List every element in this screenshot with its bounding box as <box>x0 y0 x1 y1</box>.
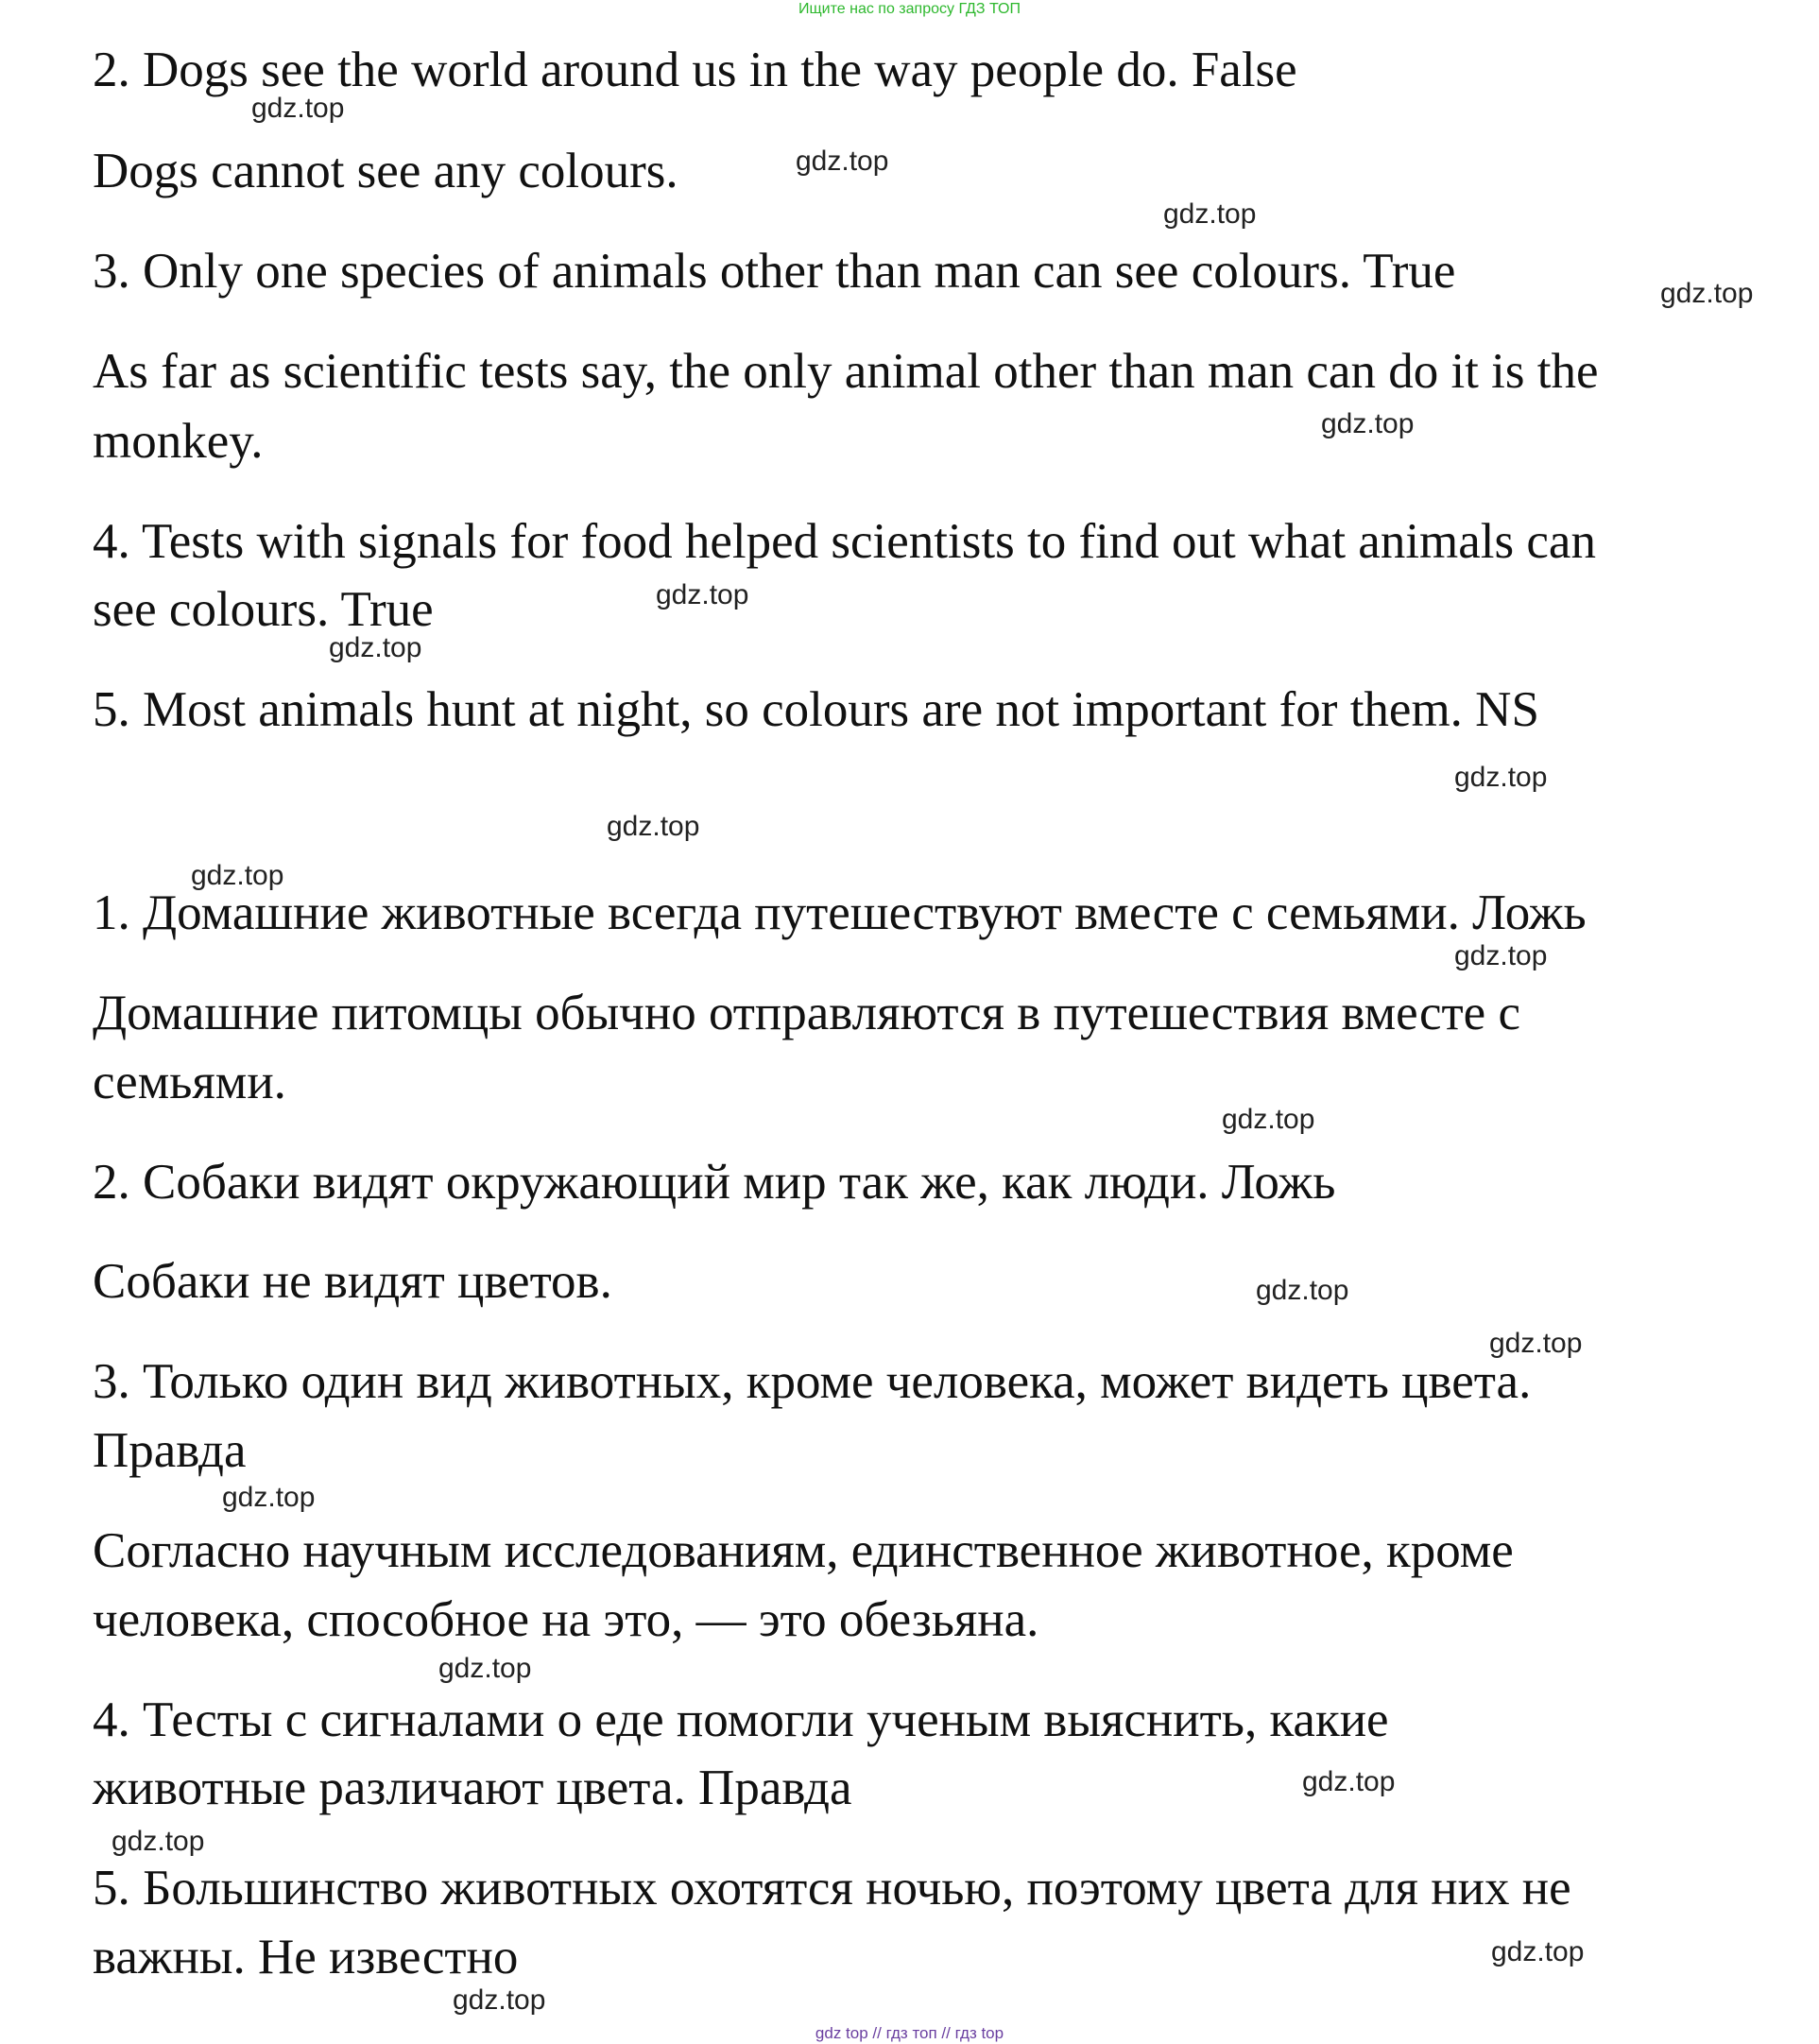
russian-question-2: 2. Собаки видят окружающий мир так же, как люди. Ложь <box>93 1155 1336 1210</box>
watermark: gdz.top <box>1660 278 1754 309</box>
russian-question-3-line-2: Правда <box>93 1423 247 1478</box>
watermark: gdz.top <box>796 146 889 177</box>
russian-question-4-line-2: животные различают цвета. Правда <box>93 1761 852 1815</box>
watermark: gdz.top <box>1256 1275 1349 1306</box>
russian-answer-3-line-1: Согласно научным исследованиям, единственное животное, кроме <box>93 1523 1514 1578</box>
top-banner[interactable]: Ищите нас по запросу ГДЗ ТОП <box>798 1 1021 17</box>
russian-question-5-line-2: важны. Не известно <box>93 1930 519 1984</box>
watermark: gdz.top <box>453 1984 546 2016</box>
watermark: gdz.top <box>251 93 345 124</box>
russian-question-3-line-1: 3. Только один вид животных, кроме человека, может видеть цвета. <box>93 1354 1532 1409</box>
english-question-5: 5. Most animals hunt at night, so colours are not important for them. NS <box>93 682 1539 737</box>
watermark: gdz.top <box>1163 198 1257 230</box>
watermark: gdz.top <box>1454 940 1548 971</box>
watermark: gdz.top <box>1321 408 1415 439</box>
watermark: gdz.top <box>112 1826 205 1857</box>
russian-answer-2: Собаки не видят цветов. <box>93 1254 612 1309</box>
english-answer-3-line-1: As far as scientific tests say, the only animal other than man can do it is the <box>93 344 1599 399</box>
bottom-banner[interactable]: gdz top // гдз топ // гдз top <box>815 2024 1004 2042</box>
watermark: gdz.top <box>438 1653 532 1684</box>
english-question-2: 2. Dogs see the world around us in the way people do. False <box>93 43 1297 97</box>
russian-answer-1-line-2: семьями. <box>93 1055 286 1109</box>
watermark: gdz.top <box>1222 1104 1315 1135</box>
watermark: gdz.top <box>222 1482 316 1513</box>
watermark: gdz.top <box>1489 1328 1583 1359</box>
english-answer-3-line-2: monkey. <box>93 414 264 469</box>
russian-question-4-line-1: 4. Тесты с сигналами о еде помогли ученым выяснить, какие <box>93 1692 1389 1747</box>
watermark: gdz.top <box>607 811 700 842</box>
watermark: gdz.top <box>1454 762 1548 793</box>
english-question-4-line-1: 4. Tests with signals for food helped scientists to find out what animals can <box>93 514 1596 569</box>
russian-question-1: 1. Домашние животные всегда путешествуют вместе с семьями. Ложь <box>93 885 1587 940</box>
watermark: gdz.top <box>1491 1936 1585 1967</box>
russian-answer-3-line-2: человека, способное на это, — это обезьяна. <box>93 1592 1039 1647</box>
english-answer-2: Dogs cannot see any colours. <box>93 144 678 198</box>
russian-answer-1-line-1: Домашние питомцы обычно отправляются в путешествия вместе с <box>93 986 1520 1040</box>
russian-question-5-line-1: 5. Большинство животных охотятся ночью, поэтому цвета для них не <box>93 1861 1571 1915</box>
english-question-3: 3. Only one species of animals other than man can see colours. True <box>93 244 1456 299</box>
watermark: gdz.top <box>329 632 422 663</box>
watermark: gdz.top <box>656 579 749 610</box>
watermark: gdz.top <box>1302 1766 1396 1797</box>
watermark: gdz.top <box>191 860 284 891</box>
english-question-4-line-2: see colours. True <box>93 582 434 637</box>
